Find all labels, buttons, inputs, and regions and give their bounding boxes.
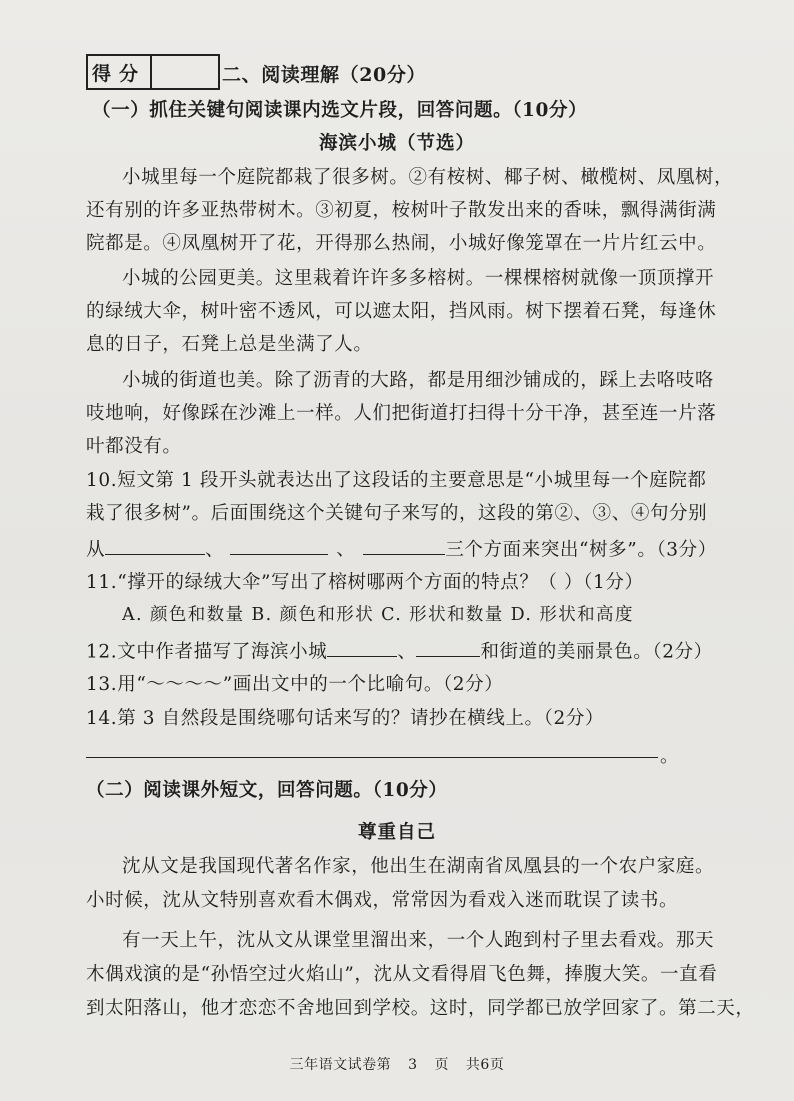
q10-sep-2: 、 — [336, 539, 356, 561]
q12-blank-2[interactable] — [416, 636, 480, 657]
footer-page-unit: 页 — [434, 1057, 449, 1073]
question-12 — [86, 636, 713, 663]
q14-answer-line[interactable] — [86, 757, 658, 758]
passage1-p1-line1: 小城里每一个庭院都栽了很多树。②有桉树、椰子树、橄榄树、凤凰树， — [122, 167, 734, 188]
passage1-p3-line2: 吱地响，好像踩在沙滩上一样。人们把街道打扫得十分干净，甚至连一片落 — [86, 403, 717, 424]
passage1-p3-line1: 小城的街道也美。除了沥青的大路，都是用细沙铺成的，踩上去咯吱咯 — [122, 370, 715, 391]
passage1-p2-line3: 息的日子，石凳上总是坐满了人。 — [86, 334, 373, 355]
passage1-p2-line2: 的绿绒大伞，树叶密不透风，可以遮太阳，挡风雨。树下摆着石凳，每逢休 — [86, 301, 717, 322]
passage1-p1-line2: 还有别的许多亚热带树木。③初夏，桉树叶子散发出来的香味，飘得满街满 — [86, 200, 717, 221]
passage2-p2-line2: 木偶戏演的是“孙悟空过火焰山”，沈从文看得眉飞色舞，捧腹大笑。一直看 — [86, 964, 718, 985]
passage1-p2-line1: 小城的公园更美。这里栽着许许多多榕树。一棵棵榕树就像一顶顶撑开 — [122, 268, 715, 289]
question-10-line2: 栽了很多树”。后面围绕这个关键句子来写的，这段的第②、③、④句分别 — [86, 503, 708, 524]
q12-suffix: 和街道的美丽景色。（2分） — [480, 641, 713, 663]
passage2-p2-line1: 有一天上午，沈从文从课堂里溜出来，一个人跑到村子里去看戏。那天 — [122, 930, 715, 951]
passage2-p1-line2: 小时候，沈从文特别喜欢看木偶戏，常常因为看戏入迷而耽误了读书。 — [86, 890, 679, 911]
passage2-p2-line3: 到太阳落山，他才恋恋不舍地回到学校。这时，同学都已放学回家了。第二天， — [86, 998, 755, 1019]
question-10-line3 — [86, 534, 717, 561]
score-label: 得分 — [88, 56, 152, 88]
q10-prefix: 从 — [86, 539, 106, 561]
footer-page-number: 3 — [408, 1057, 418, 1073]
page-footer — [0, 1054, 794, 1074]
q12-prefix: 12.文中作者描写了海滨小城 — [86, 641, 328, 663]
question-10-line1: 10.短文第 1 段开头就表达出了这段话的主要意思是“小城里每一个庭院都 — [86, 470, 707, 491]
q10-blank-2[interactable] — [230, 534, 328, 555]
q14-end-mark: 。 — [660, 746, 679, 767]
q12-sep: 、 — [397, 641, 417, 663]
score-box — [86, 54, 220, 90]
footer-total: 共6页 — [465, 1057, 505, 1073]
part2-title: （二）阅读课外短文，回答问题。（10分） — [86, 780, 448, 801]
passage1-p3-line3: 叶都没有。 — [86, 436, 182, 457]
q10-sep-1: 、 — [205, 539, 225, 561]
q10-blank-1[interactable] — [105, 534, 205, 555]
question-14: 14.第 3 自然段是围绕哪句话来写的？请抄在横线上。（2分） — [86, 708, 605, 729]
passage2-p1-line1: 沈从文是我国现代著名作家，他出生在湖南省凤凰县的一个农户家庭。 — [122, 856, 715, 877]
q10-suffix: 三个方面来突出“树多”。（3分） — [445, 539, 717, 561]
q12-blank-1[interactable] — [327, 636, 397, 657]
footer-exam: 三年语文试卷第 — [289, 1057, 392, 1073]
q10-blank-3[interactable] — [363, 534, 445, 555]
question-13: 13.用“～～～～”画出文中的一个比喻句。（2分） — [86, 674, 504, 695]
section-title: 二、阅读理解（20分） — [222, 64, 427, 86]
question-11-options: A. 颜色和数量 B. 颜色和形状 C. 形状和数量 D. 形状和高度 — [122, 605, 634, 625]
part1-title: （一）抓住关键句阅读课内选文片段，回答问题。（10分） — [92, 100, 588, 121]
passage2-title: 尊重自己 — [357, 822, 436, 843]
passage1-p1-line3: 院都是。④凤凰树开了花，开得那么热闹，小城好像笼罩在一片片红云中。 — [86, 233, 717, 254]
question-11: 11.“撑开的绿绒大伞”写出了榕树哪两个方面的特点？（ ）（1分） — [86, 572, 644, 593]
passage1-title: 海滨小城（节选） — [318, 133, 475, 154]
